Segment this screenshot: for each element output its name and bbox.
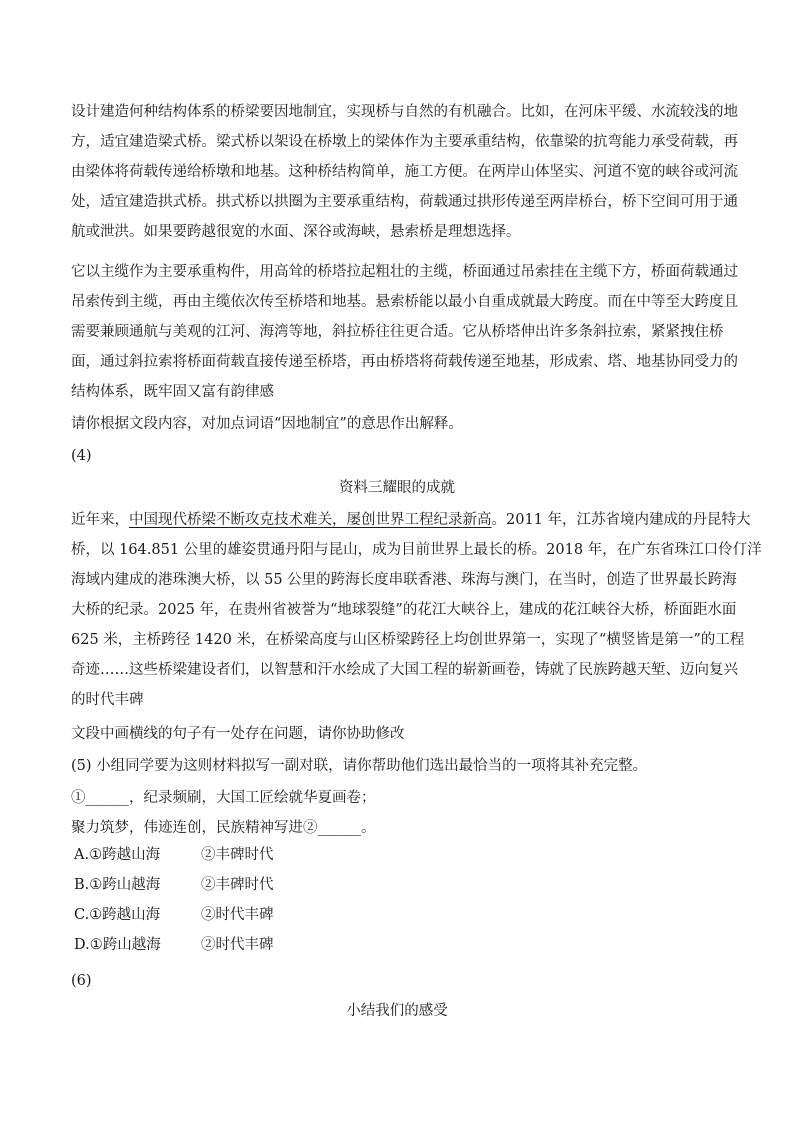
question-4-number: (4) bbox=[71, 448, 92, 464]
para3-line-7: 的时代丰碑 bbox=[71, 692, 144, 708]
para3-line-3: 海域内建成的港珠澳大桥，以 55 公里的跨海长度串联香港、珠海与澳门，在当时，创造了世界最长跨海 bbox=[71, 572, 737, 588]
para2-line-5: 结构体系，既牢固又富有韵律感 bbox=[71, 384, 274, 400]
section-3-title: 资料三耀眼的成就 bbox=[339, 480, 455, 496]
para2-line-1: 它以主缆作为主要承重构件，用高耸的桥塔拉起粗壮的主缆，桥面通过吊索挂在主缆下方，桥面荷载通过 bbox=[71, 264, 738, 280]
para1-line-1: 设计建造何种结构体系的桥梁要因地制宜，实现桥与自然的有机融合。比如，在河床平缓、水流较浅的地 bbox=[71, 104, 738, 120]
para3-suffix: 。2011 年，江苏省境内建成的丹昆特大 bbox=[491, 512, 751, 528]
para2-line-3: 需要兼顾通航与美观的江河、海湾等地，斜拉桥往往更合适。它从桥塔伸出许多条斜拉索，紧紧拽住桥 bbox=[71, 324, 724, 340]
question-3: 请你根据文段内容，对加点词语“因地制宜”的意思作出解释。 bbox=[71, 416, 463, 432]
para1-line-4: 处，适宜建造拱式桥。拱式桥以拱圈为主要承重结构，荷载通过拱形传递至两岸桥台，桥下空间可用于通 bbox=[71, 194, 738, 210]
para2-line-2: 吊索传到主缆，再由主缆依次传至桥塔和地基。悬索桥能以最小自重成就最大跨度。而在中等至大跨度且 bbox=[71, 294, 738, 310]
summary-title: 小结我们的感受 bbox=[346, 1003, 448, 1019]
para3-line-5: 625 米，主桥跨径 1420 米，在桥梁高度与山区桥梁跨径上均创世界第一，实现了“横竖皆是第一”的工程 bbox=[71, 632, 745, 648]
para1-line-5: 航或泄洪。如果要跨越很宽的水面、深谷或海峡，悬索桥是理想选择。 bbox=[71, 224, 521, 240]
option-c[interactable]: C.①跨越山海 ②时代丰碑 bbox=[74, 907, 274, 923]
para2-line-4: 面，通过斜拉索将桥面荷载直接传递至桥塔，再由桥塔将荷载传递至地基，形成索、塔、地基协同受力的 bbox=[71, 354, 738, 370]
question-4: 文段中画横线的句子有一处存在问题，请你协助修改 bbox=[71, 726, 405, 742]
para3-line-1 bbox=[71, 510, 751, 530]
para1-line-2: 方，适宜建造梁式桥。梁式桥以架设在桥墩上的梁体作为主要承重结构，依靠梁的抗弯能力承受荷载，再 bbox=[71, 134, 738, 150]
couplet-line-1: ①______，纪录频刷，大国工匠绘就华夏画卷； bbox=[71, 790, 376, 806]
option-b[interactable]: B.①跨山越海 ②丰碑时代 bbox=[74, 877, 274, 893]
couplet-line-2: 聚力筑梦，伟迹连创，民族精神写进②______。 bbox=[71, 820, 376, 836]
para3-line-6: 奇迹……这些桥梁建设者们，以智慧和汗水绘成了大国工程的崭新画卷，铸就了民族跨越天堑、迈向复兴 bbox=[71, 662, 738, 678]
para1-line-3: 由梁体将荷载传递给桥墩和地基。这种桥结构简单，施工方便。在两岸山体坚实、河道不宽的峡谷或河流 bbox=[71, 164, 738, 180]
option-d[interactable]: D.①跨山越海 ②时代丰碑 bbox=[74, 937, 274, 953]
question-6-number: (6) bbox=[71, 973, 92, 989]
para3-prefix: 近年来， bbox=[71, 512, 129, 528]
underlined-sentence: 中国现代桥梁不断攻克技术难关，屡创世界工程纪录新高 bbox=[129, 512, 492, 528]
question-5: (5) 小组同学要为这则材料拟写一副对联，请你帮助他们选出最恰当的一项将其补充完整。 bbox=[71, 758, 648, 774]
option-a[interactable]: A.①跨越山海 ②丰碑时代 bbox=[74, 847, 274, 863]
para3-line-2: 桥，以 164.851 公里的雄姿贯通丹阳与昆山，成为目前世界上最长的桥。2018 年，在广东省珠江口伶仃洋 bbox=[71, 542, 762, 558]
para3-line-4: 大桥的纪录。2025 年，在贵州省被誉为“地球裂缝”的花江大峡谷上，建成的花江峡谷大桥，桥面距水面 bbox=[71, 602, 737, 618]
